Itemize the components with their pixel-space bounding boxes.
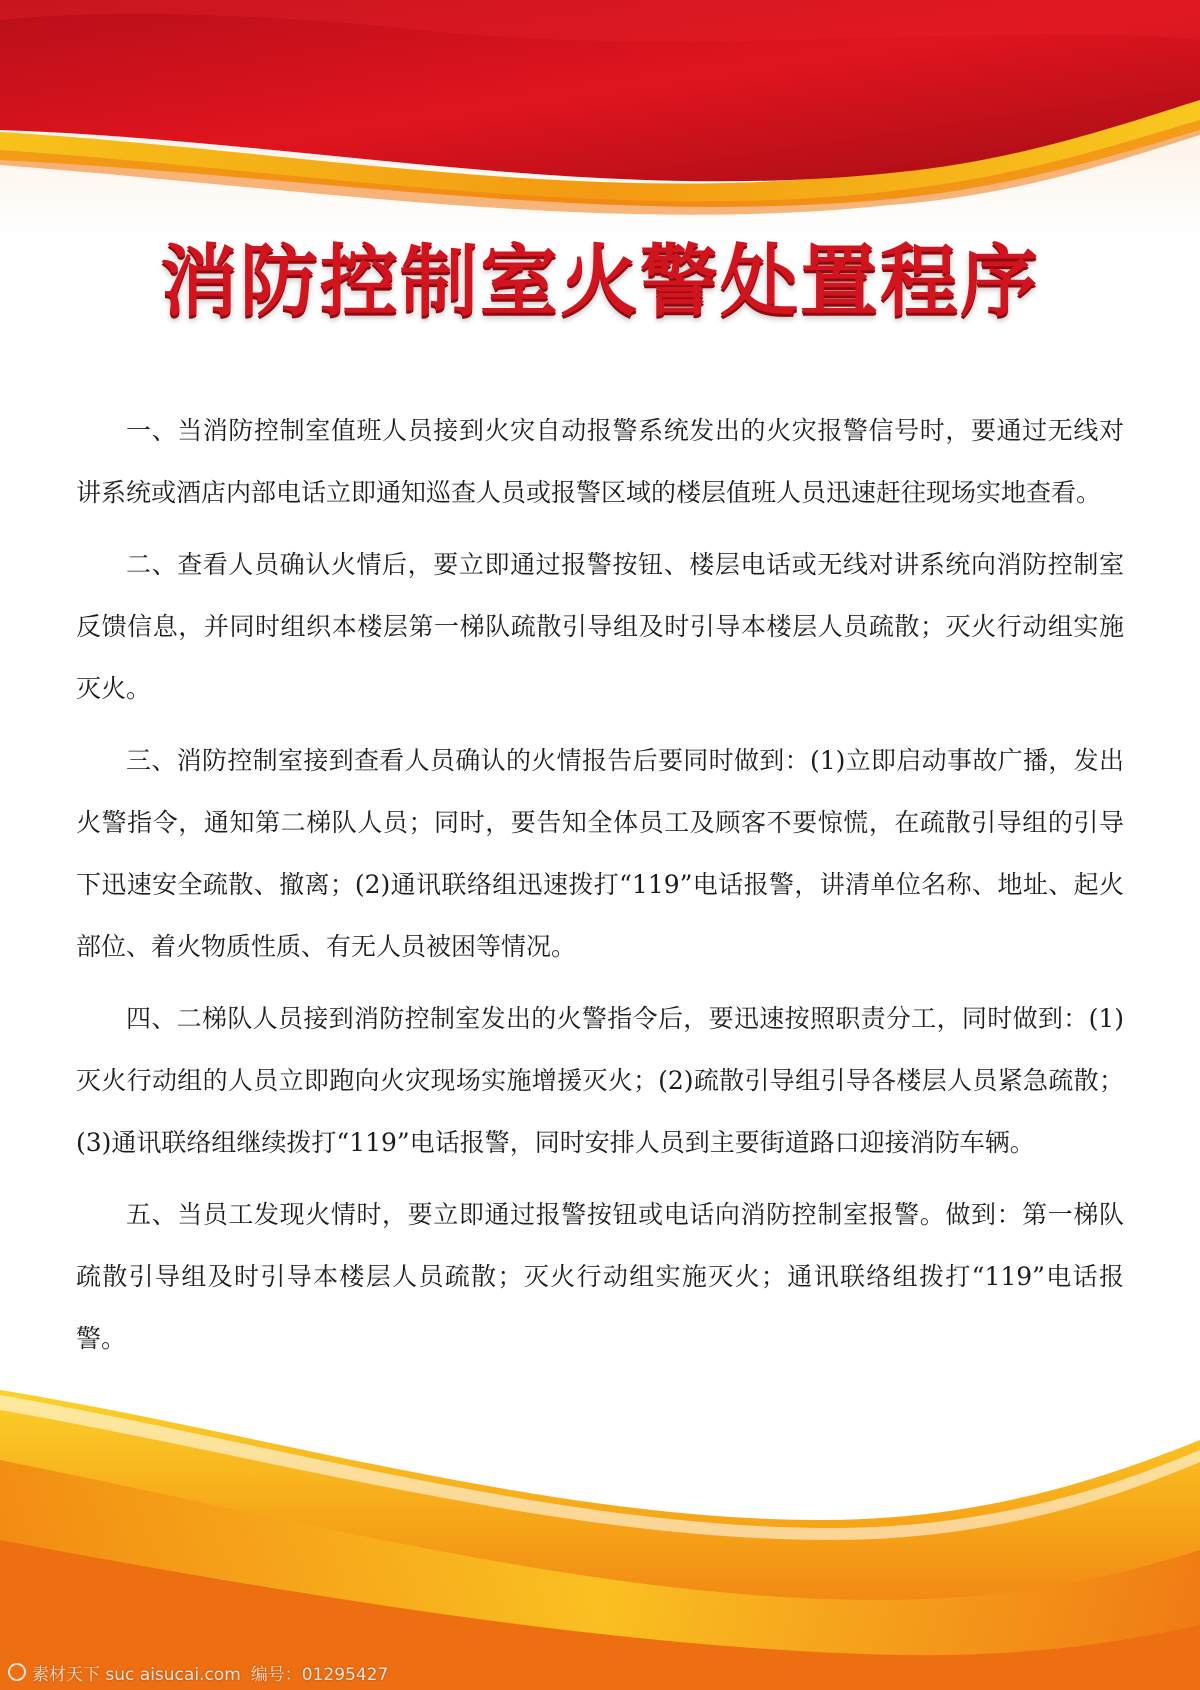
procedure-step-3: 三、消防控制室接到查看人员确认的火情报告后要同时做到：(1)立即启动事故广播，发出火警指令，通知第二梯队人员；同时，要告知全体员工及顾客不要惊慌，在疏散引导组的引导下迅速安全疏散、撤离；(2)通讯联络组迅速拨打“119”电话报警，讲清单位名称、地址、起火部位、着火物质性质、有无人员被困等情况。: [76, 746, 1124, 961]
procedure-step-2: 二、查看人员确认火情后，要立即通过报警按钮、楼层电话或无线对讲系统向消防控制室反馈信息，并同时组织本楼层第一梯队疏散引导组及时引导本楼层人员疏散；灭火行动组实施灭火。: [76, 550, 1124, 703]
procedure-step-5: 五、当员工发现火情时，要立即通过报警按钮或电话向消防控制室报警。做到：第一梯队疏散引导组及时引导本楼层人员疏散；灭火行动组实施灭火；通讯联络组拨打“119”电话报警。: [76, 1200, 1124, 1353]
watermark-bar: [0, 1654, 1200, 1690]
watermark-site: 素材天下 suc aisucai.com: [32, 1664, 241, 1685]
procedure-step-1: 一、当消防控制室值班人员接到火灾自动报警系统发出的火灾报警信号时，要通过无线对讲系统或酒店内部电话立即通知巡查人员或报警区域的楼层值班人员迅速赶往现场实地查看。: [76, 416, 1124, 507]
watermark-code: 编号：01295427: [250, 1664, 389, 1685]
procedure-content: [76, 400, 1124, 1380]
procedure-step-4: 四、二梯队人员接到消防控制室发出的火警指令后，要迅速按照职责分工，同时做到：(1)灭火行动组的人员立即跑向火灾现场实施增援灭火；(2)疏散引导组引导各楼层人员紧急疏散；(3)通讯联络组继续拨打“119”电话报警，同时安排人员到主要街道路口迎接消防车辆。: [76, 1004, 1124, 1157]
watermark-logo-icon: [8, 1663, 26, 1681]
poster-title: 消防控制室火警处置程序: [159, 237, 1040, 327]
